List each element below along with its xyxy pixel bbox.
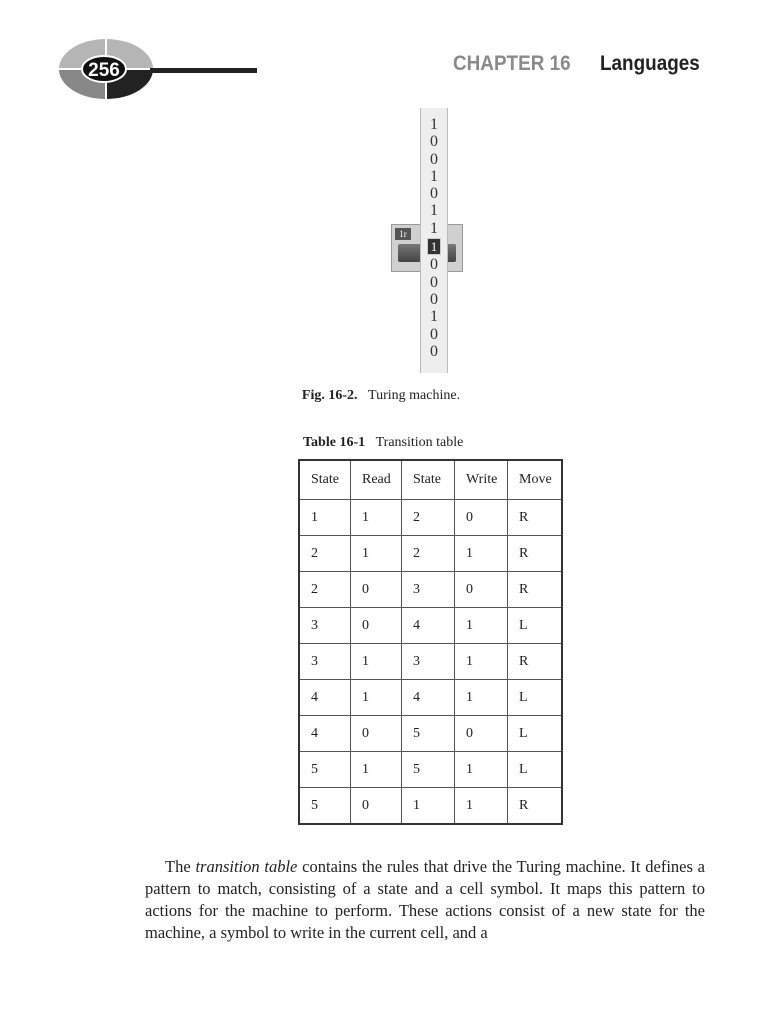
table-cell: 0 (455, 572, 508, 608)
table-cell: R (508, 536, 563, 572)
table-row (299, 608, 562, 644)
head-symbol: 1 (427, 238, 441, 255)
table-cell: 0 (351, 608, 402, 644)
table-cell: 1 (455, 752, 508, 788)
column-header: Read (351, 460, 402, 500)
table-cell: 0 (351, 788, 402, 825)
column-header: Move (508, 460, 563, 500)
table-cell: 1 (351, 680, 402, 716)
table-cell: 3 (402, 644, 455, 680)
tape-cell: 1 (430, 167, 438, 185)
table-cell: 1 (402, 788, 455, 825)
tape-cell: 0 (430, 150, 438, 168)
table-row (299, 572, 562, 608)
tape-cell: 1 (430, 116, 438, 133)
table-cell: 0 (351, 716, 402, 752)
table-cell: 4 (402, 680, 455, 716)
table-cell: L (508, 752, 563, 788)
header-rule (150, 68, 257, 73)
tape-cell: 0 (430, 256, 438, 274)
table-cell: 1 (351, 644, 402, 680)
table-cell: 5 (299, 752, 351, 788)
tape-cell: 0 (430, 290, 438, 308)
table-cell: 3 (299, 608, 351, 644)
table-cell: 1 (299, 500, 351, 536)
table-cell: 3 (299, 644, 351, 680)
table-cell: 0 (455, 500, 508, 536)
table-cell: 4 (299, 680, 351, 716)
page-number: 256 (88, 60, 120, 81)
table-cell: L (508, 680, 563, 716)
body-paragraph: The transition table contains the rules that drive the Turing machine. It defines a pattern to match, consisting of a state and a cell symbol. It maps this pattern to actions for the machine to perform. These actions consist of a new state for the machine, a symbol to write in the current cell, and a (145, 857, 706, 942)
table-cell: 2 (299, 572, 351, 608)
table-cell: 1 (455, 680, 508, 716)
table-cell: 5 (402, 752, 455, 788)
tape-cell: 1 (430, 202, 438, 220)
table-cell: 1 (455, 536, 508, 572)
column-header: State (299, 460, 351, 500)
table-cell: 1 (455, 608, 508, 644)
table-cell: 1 (351, 536, 402, 572)
table-row (299, 644, 562, 680)
table-row (299, 788, 562, 825)
table-cell: 1 (351, 752, 402, 788)
tape-cell: 0 (430, 133, 438, 151)
table-cell: 5 (402, 716, 455, 752)
chapter-label: CHAPTER 16 (453, 52, 571, 75)
table-row (299, 752, 562, 788)
tape-cell: 0 (430, 185, 438, 203)
figure-caption: Fig. 16-2. Turing machine. (301, 388, 461, 403)
table-cell: R (508, 500, 563, 536)
table-cell: 0 (455, 716, 508, 752)
head-state: 1r (395, 228, 411, 240)
table-caption: Table 16-1 Transition table (303, 435, 464, 450)
table-cell: 4 (402, 608, 455, 644)
table-cell: 2 (402, 536, 455, 572)
table-cell: R (508, 788, 563, 825)
tape-cell: 1 (430, 219, 438, 237)
table-cell: R (508, 644, 563, 680)
tape-cell: 0 (430, 273, 438, 291)
table-cell: 2 (402, 500, 455, 536)
table-cell: 0 (351, 572, 402, 608)
tape-cell: 1 (430, 308, 438, 326)
turing-tape (420, 108, 448, 373)
table-row (299, 500, 562, 536)
table-cell: 1 (455, 644, 508, 680)
table-row (299, 680, 562, 716)
chapter-title: Languages (600, 52, 700, 75)
table-cell: 3 (402, 572, 455, 608)
column-header: Write (455, 460, 508, 500)
table-cell: R (508, 572, 563, 608)
page-number-badge (58, 38, 154, 100)
tape-cell: 0 (430, 342, 438, 360)
table-row (299, 716, 562, 752)
table-cell: L (508, 608, 563, 644)
column-header: State (402, 460, 455, 500)
transition-table (298, 459, 563, 825)
table-cell: 5 (299, 788, 351, 825)
table-cell: 2 (299, 536, 351, 572)
table-row (299, 536, 562, 572)
table-cell: L (508, 716, 563, 752)
table-cell: 4 (299, 716, 351, 752)
tape-cell: 0 (430, 325, 438, 343)
table-cell: 1 (351, 500, 402, 536)
table-cell: 1 (455, 788, 508, 825)
